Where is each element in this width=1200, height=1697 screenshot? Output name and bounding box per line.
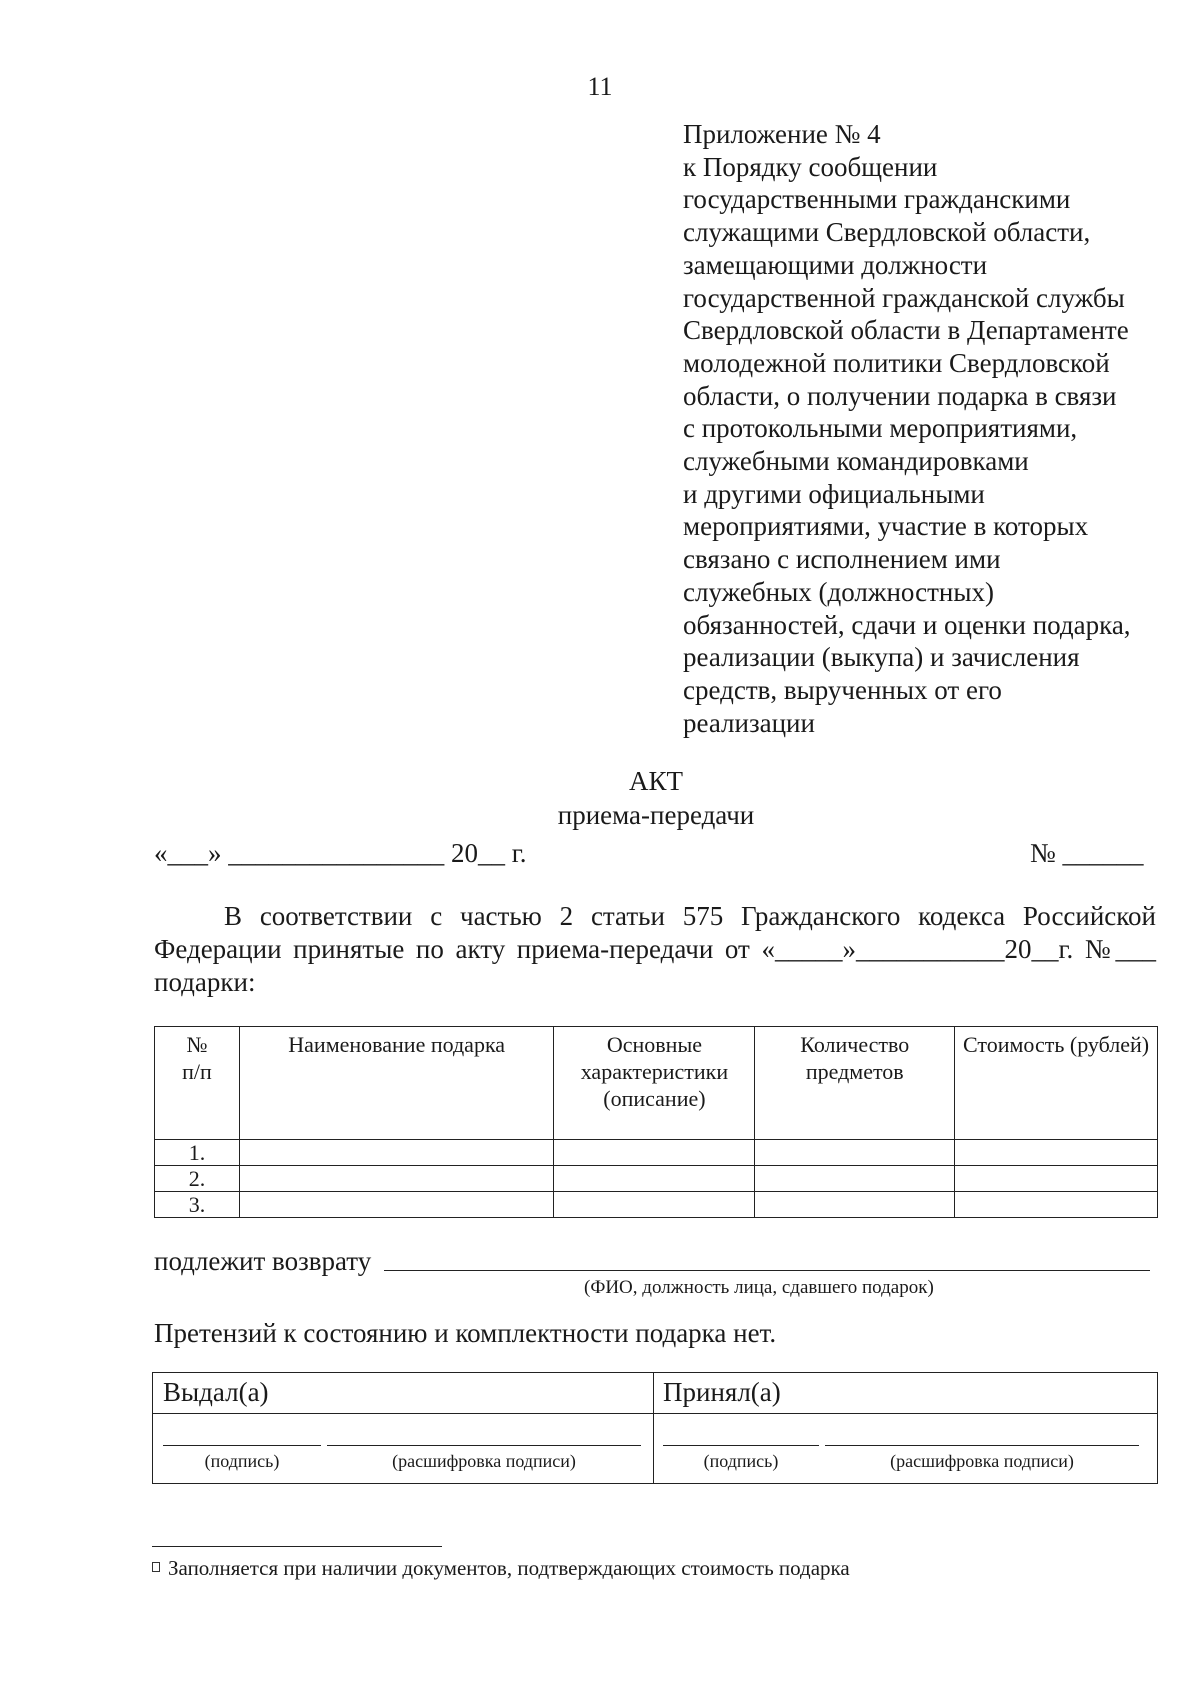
- appendix-line: реализации (выкупа) и зачисления: [683, 642, 1080, 673]
- table-cell: [755, 1192, 955, 1218]
- table-cell: [554, 1166, 755, 1192]
- table-cell: 1.: [155, 1140, 240, 1166]
- signature-table: [152, 1372, 1158, 1484]
- table-cell: [239, 1192, 554, 1218]
- header-gift-name: Наименование подарка: [239, 1027, 554, 1140]
- appendix-line: мероприятиями, участие в которых: [683, 511, 1089, 542]
- table-cell: [554, 1192, 755, 1218]
- page-number: 11: [587, 72, 613, 101]
- paragraph-line: подарки:: [154, 967, 256, 997]
- appendix-line: Приложение № 4: [683, 119, 881, 149]
- appendix-line: молодежной политики Свердловской: [683, 347, 1110, 378]
- claims-statement: Претензий к состоянию и комплектности подарка нет.: [154, 1318, 777, 1348]
- signature-caption: (подпись): [204, 1451, 280, 1471]
- header-characteristics: Основные характеристики (описание): [554, 1027, 755, 1140]
- intro-paragraph: [154, 900, 1156, 999]
- gifts-table: [154, 1026, 1158, 1218]
- issued-label: Выдал(а): [163, 1377, 269, 1407]
- appendix-line: государственной гражданской службы: [683, 282, 1125, 313]
- table-cell: [955, 1192, 1158, 1218]
- table-cell: [239, 1140, 554, 1166]
- appendix-line: служащими Свердловской области,: [683, 217, 1091, 248]
- table-cell: 2.: [155, 1166, 240, 1192]
- signature-caption: (подпись): [703, 1451, 779, 1471]
- issued-transcript-line: [327, 1445, 641, 1446]
- table-cell: [955, 1140, 1158, 1166]
- return-label: подлежит возврату: [154, 1246, 372, 1276]
- appendix-line: замещающими должности: [683, 249, 988, 280]
- appendix-line: с протокольными мероприятиями,: [683, 413, 1078, 444]
- table-cell: [755, 1166, 955, 1192]
- header-cost: Стоимость (рублей): [955, 1027, 1158, 1140]
- act-number-field: № ______: [1030, 838, 1144, 868]
- appendix-line: служебных (должностных): [683, 576, 994, 607]
- signature-divider: [653, 1373, 654, 1483]
- received-transcript-line: [825, 1445, 1139, 1446]
- appendix-line: связано с исполнением ими: [683, 544, 1001, 575]
- table-cell: [955, 1166, 1158, 1192]
- table-row: [155, 1166, 1158, 1192]
- table-cell: [755, 1140, 955, 1166]
- table-header-row: [155, 1027, 1158, 1140]
- document-subtitle: приема-передачи: [557, 800, 755, 830]
- footnote-rule: [152, 1546, 442, 1547]
- table-row: [155, 1140, 1158, 1166]
- appendix-line: реализации: [683, 707, 815, 738]
- footnote-marker-icon: [152, 1562, 160, 1572]
- table-cell: [239, 1166, 554, 1192]
- header-number: № п/п: [155, 1027, 240, 1140]
- transcript-caption: (расшифровка подписи): [392, 1451, 576, 1471]
- table-row: [155, 1192, 1158, 1218]
- appendix-line: к Порядку сообщении: [683, 151, 938, 182]
- appendix-line: средств, вырученных от его: [683, 674, 1002, 705]
- appendix-line: государственными гражданскими: [683, 184, 1071, 215]
- received-signature-line: [663, 1445, 819, 1446]
- table-cell: 3.: [155, 1192, 240, 1218]
- appendix-header: [683, 118, 1183, 739]
- appendix-line: области, о получении подарка в связи: [683, 380, 1117, 411]
- footnote-text: Заполняется при наличии документов, подтверждающих стоимость подарка: [168, 1556, 850, 1580]
- received-label: Принял(а): [663, 1377, 781, 1407]
- return-fill-line: [384, 1270, 1150, 1271]
- issued-signature-line: [163, 1445, 321, 1446]
- document-title: АКТ: [629, 766, 683, 796]
- appendix-line: служебными командировками: [683, 446, 1029, 477]
- signature-header-rule: [153, 1413, 1157, 1414]
- paragraph-line: В соответствии с частью 2 статьи 575 Гражданского кодекса Российской: [224, 901, 1156, 931]
- appendix-line: обязанностей, сдачи и оценки подарка,: [683, 609, 1131, 640]
- transcript-caption: (расшифровка подписи): [890, 1451, 1074, 1471]
- date-field: «___» ________________ 20__ г.: [154, 838, 527, 868]
- appendix-line: и другими официальными: [683, 478, 985, 509]
- return-caption: (ФИО, должность лица, сдавшего подарок): [584, 1277, 934, 1298]
- paragraph-line: Федерации принятые по акту приема-передачи от «_____»___________20__г. №___: [154, 934, 1156, 964]
- appendix-line: Свердловской области в Департаменте: [683, 315, 1129, 346]
- table-cell: [554, 1140, 755, 1166]
- header-quantity: Количество предметов: [755, 1027, 955, 1140]
